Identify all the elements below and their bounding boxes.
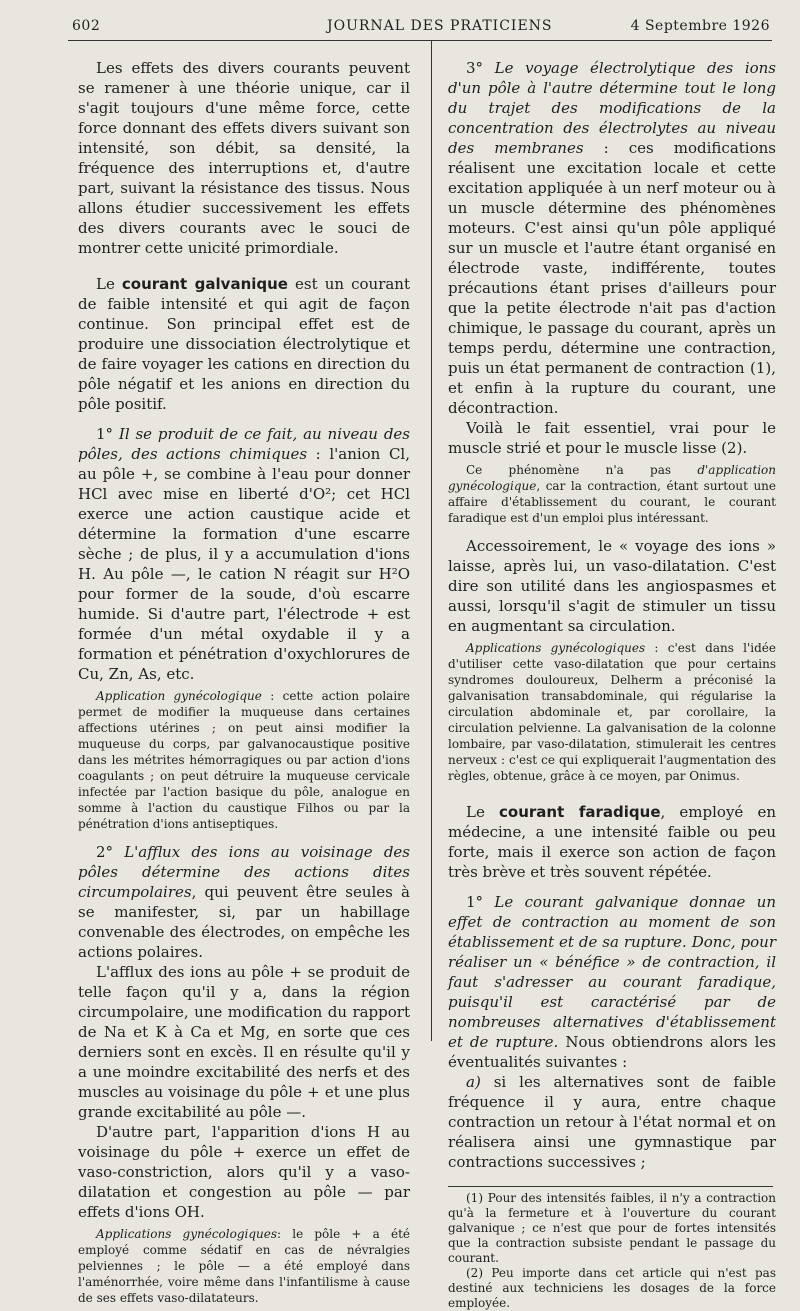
application-note: Application gynécologique : cette action polaire permet de modifier la muqueuse dans certaines affections utérines ; on peut ainsi modifier la muqueuse du corps, par galvanocaustique positive dans les métrites hémorragiques ou par action d'ions coagulants ; on peut détruire la muqueuse cervicale infectée par l'action basique du pôle, analogue en somme à l'action du caustique Filhos ou par la pénétration d'ions antiseptiques. <box>78 689 410 831</box>
paragraph: 3° Le voyage électrolytique des ions d'un pôle à l'autre détermine tout le long du trajet des modifications de la concentration des électrolytes au niveau des membranes : ces modifications réalisent une excitation locale et cette excitation appliquée à un nerf moteur ou à un muscle détermine des phénomènes moteurs. C'est ainsi qu'un pôle appliqué sur un muscle et l'autre étant organisé en électrode vaste, indifférente, toutes précautions étant prises d'ailleurs pour que la petite électrode n'ait pas d'action chimique, le passage du courant, après un temps perdu, détermine une contraction, puis un état permanent de contraction (1), et enfin à la rupture du courant, une décontraction. <box>448 59 777 417</box>
application-note: Applications gynécologiques: le pôle + a été employé comme sédatif en cas de névralgies pelviennes ; le pôle — a été employé dans l'aménorrhée, voire même dans l'infantilisme à cause de ses effets vaso-dilatateurs. <box>78 1227 411 1305</box>
paragraph: D'autre part, l'apparition d'ions H au voisinage du pôle + exerce un effet de vaso-constriction, alors qu'il y a vaso-dilatation et congestion au pôle — par effets d'ions OH. <box>78 1123 410 1221</box>
paragraph: Les effets des divers courants peuvent se ramener à une théorie unique, car il s'agit toujours d'une même force, cette force donnant des effets divers suivant son intensité, son débit, sa densité, la fréquence des interruptions et, d'autre part, suivant la résistance des tissus. Nous allons étudier successivement les effets des divers courants avec le souci de montrer cette unicité primordiale. <box>78 59 410 257</box>
paragraph: Accessoirement, le « voyage des ions » laisse, après lui, un vaso-dilatation. C'est dire son utilité dans les angiospasmes et aussi, lorsqu'il s'agit de stimuler un tissu en augmentant sa circulation. <box>448 537 776 635</box>
section-heading: courant faradique <box>499 803 661 821</box>
header-rule <box>68 40 772 41</box>
footnote: (2) Peu importe dans cet article qui n'est pas destiné aux techniciens les dosages de la force employée. <box>448 1266 776 1310</box>
paragraph: 2° L'afflux des ions au voisinage des pôles détermine des actions dites circumpolaires, qui peuvent être seules à se manifester, si, par un habillage convenable des électrodes, on empêche les actions polaires. <box>78 843 410 961</box>
issue-date: 4 Septembre 1926 <box>630 18 770 34</box>
left-column <box>78 58 410 1306</box>
paragraph: L'afflux des ions au pôle + se produit de telle façon qu'il y a, dans la région circumpolaire, une modification du rapport de Na et K à Ca et Mg, en sorte que ces derniers sont en excès. Il en résulte qu'il y a une moindre excitabilité des nerfs et des muscles au voisinage du pôle + et une plus grande excitabilité au pôle —. <box>78 963 410 1121</box>
page-number: 602 <box>72 18 101 34</box>
right-column <box>448 58 776 1311</box>
paragraph: a) si les alternatives sont de faible fréquence il y aura, entre chaque contraction un retour à l'état normal et on réalisera ainsi une gymnastique par contractions successives ; <box>448 1073 776 1171</box>
column-divider <box>431 41 432 1041</box>
footnote: (1) Pour des intensités faibles, il n'y a contraction qu'à la fermeture et à l'ouverture du courant galvanique ; ce n'est que pour de fortes intensités que la contraction subsiste pendant le passage du courant. <box>448 1191 776 1265</box>
journal-title: JOURNAL DES PRATICIENS <box>327 18 553 34</box>
application-note: Ce phénomène n'a pas d'application gynécologique, car la contraction, étant surtout une affaire d'établissement du courant, le courant faradique est d'un emploi plus intéressant. <box>448 463 776 525</box>
paragraph: Voilà le fait essentiel, vrai pour le muscle strié et pour le muscle lisse (2). <box>448 419 776 457</box>
paragraph: Le courant faradique, employé en médecine, a une intensité faible ou peu forte, mais il exerce son action de façon très brève et très souvent répétée. <box>448 803 776 881</box>
paragraph: 1° Le courant galvanique donnae un effet de contraction au moment de son établissement et de sa rupture. Donc, pour réaliser un « bénéfice » de contraction, il faut s'adresser au courant faradique, puisqu'il est caractérisé par de nombreuses alternatives d'établissement et de rupture. Nous obtiendrons alors les éventualités suivantes : <box>448 893 777 1071</box>
paragraph: 1° Il se produit de ce fait, au niveau des pôles, des actions chimiques : l'anion Cl, au pôle +, se combine à l'eau pour donner HCl avec mise en liberté d'O²; cet HCl exerce une action caustique acide et détermine la formation d'une escarre sèche ; de plus, il y a accumulation d'ions H. Au pôle —, le cation N réagit sur H²O pour former de la soude, d'où escarre humide. Si d'autre part, l'électrode + est formée d'un métal oxydable il y a formation et pénétration d'oxychlorures de Cu, Zn, As, etc. <box>78 425 410 683</box>
application-note: Applications gynécologiques : c'est dans l'idée d'utiliser cette vaso-dilatation que pour certains syndromes douloureux, Delherm a préconisé la galvanisation transabdominale, qui régularise la circulation abdominale et, par corollaire, la circulation pelvienne. La galvanisation de la colonne lombaire, par vaso-dilatation, stimulerait les centres nerveux : c'est ce qui expliquerait l'augmentation des règles, obtenue, grâce à ce moyen, par Onimus. <box>448 641 777 783</box>
footnote-rule <box>448 1186 773 1187</box>
section-heading: courant galvanique <box>121 275 288 293</box>
running-header <box>72 18 770 40</box>
paragraph: Le courant galvanique est un courant de faible intensité et qui agit de façon continue. Son principal effet est de produire une dissociation électrolytique et de faire voyager les cations en direction du pôle négatif et les anions en direction du pôle positif. <box>78 275 410 413</box>
